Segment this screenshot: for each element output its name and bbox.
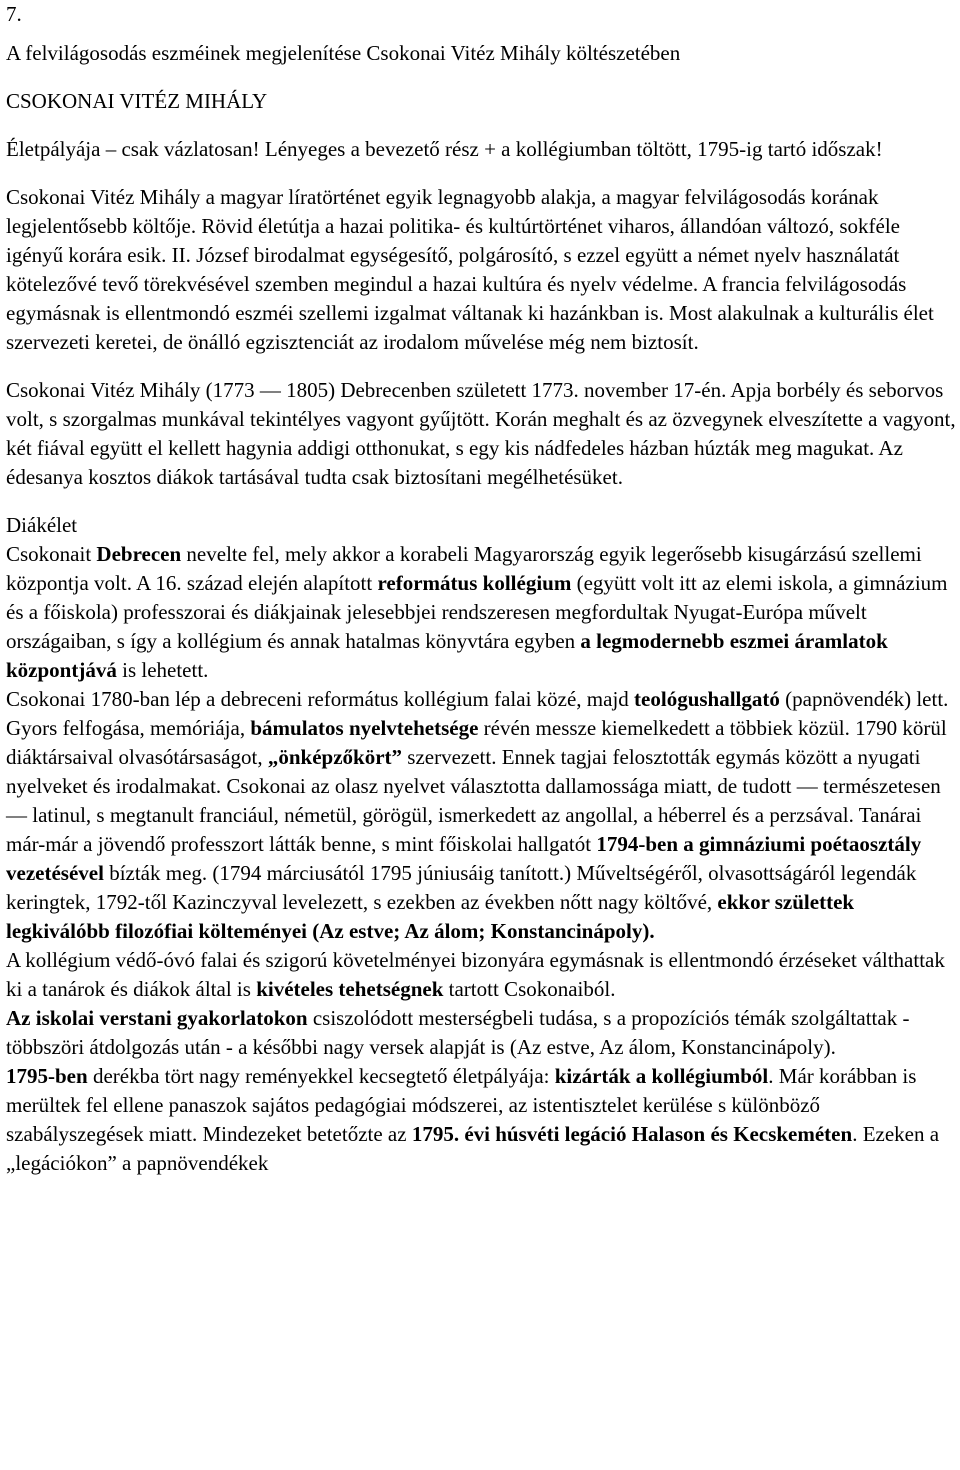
text-span: is lehetett.	[116, 658, 209, 682]
biography-paragraph: Csokonai Vitéz Mihály (1773 — 1805) Debrecenben született 1773. november 17-én. Apja borbély és seborvos volt, s szorgalmas munkával tekintélyes vagyont gyűjtött. Korán meghalt és az özvegynek elveszítette a vagyont, két fiával együtt el kellett hagynia addigi otthonukat, s egy kis nádfedeles házban húzták meg magukat. Az édesanya kosztos diákok tartásával tudta csak biztosítani megélhetésüket.	[6, 378, 956, 489]
document-title: A felvilágosodás eszméinek megjelenítése Csokonai Vitéz Mihály költészetében	[6, 41, 681, 65]
bold-span: a legmodernebb eszmei áramlatok központjává	[6, 629, 888, 682]
paragraph-debrecen	[6, 540, 956, 685]
bold-span: „önképzőkört”	[267, 745, 403, 769]
paragraph-verstan	[6, 1004, 956, 1062]
bold-span: bámulatos nyelvtehetsége	[250, 716, 479, 740]
text-span: nevelte fel, mely akkor a korabeli Magyarország egyik legerősebb kisugárzású szellemi központja volt. A 16. század elején alapított	[6, 542, 922, 595]
text-span: révén messze kiemelkedett a többiek közül. 1790 körül diáktársaival olvasótársaságot,	[6, 716, 947, 769]
bold-span: ekkor születtek legkiválóbb filozófiai költeményei (Az estve; Az álom; Konstancinápoly).	[6, 890, 855, 943]
bold-span: 1795-ben	[6, 1064, 88, 1088]
text-span: csiszolódott mesterségbeli tudása, s a propozíciós témák szolgáltattak - többszöri átdolgozás után - a későbbi nagy versek alapját is (Az estve, Az álom, Konstancinápoly).	[6, 1006, 910, 1059]
study-note: Életpályája – csak vázlatosan! Lényeges a bevezető rész + a kollégiumban töltött, 1795-ig tartó időszak!	[6, 137, 883, 161]
text-span: (papnövendék) lett. Gyors felfogása, memóriája,	[6, 687, 949, 740]
bold-span: Az iskolai verstani gyakorlatokon	[6, 1006, 308, 1030]
bold-span: 1794-ben a gimnáziumi poétaosztály vezetésével	[6, 832, 922, 885]
bold-span: kivételes tehetségnek	[256, 977, 444, 1001]
text-span: szervezett. Ennek tagjai felosztották egymás között a nyugati nyelveket és irodalmakat. Csokonai az olasz nyelvet választotta dallamossága miatt, de tudott — természetesen — latinul, s megtanult franciául, németül, görögül, ismerkedett az angollal, a héberrel és a perzsával. Tanárai már-már a jövendő professzort látták benne, s mint főiskolai hallgatót	[6, 745, 941, 856]
text-span: tartott Csokonaiból.	[443, 977, 616, 1001]
text-span: derékba tört nagy reményekkel kecsegtető életpályája:	[87, 1064, 555, 1088]
bold-span: 1795. évi húsvéti legáció Halason és Kecskeméten	[411, 1122, 853, 1146]
document-page	[6, 0, 956, 1178]
text-span: A kollégium védő-óvó falai és szigorú követelményei bizonyára egymásnak is ellentmondó érzéseket válthattak ki a tanárok és diákok által is	[6, 948, 945, 1001]
author-heading: CSOKONAI VITÉZ MIHÁLY	[6, 89, 268, 113]
text-span: . Már korábban is merültek fel ellene panaszok sajátos pedagógiai módszerei, az istentisztelet kerülése s különböző szabályszegések miatt. Mindezeket betetőzte az	[6, 1064, 917, 1146]
text-span: Csokonait	[6, 542, 97, 566]
text-span: . Ezeken a „legációkon” a papnövendékek	[6, 1122, 940, 1175]
bold-span: kizárták a kollégiumból	[554, 1064, 769, 1088]
text-span: bízták meg. (1794 márciusától 1795 júniusáig tanított.) Műveltségéről, olvasottságáról legendák keringtek, 1792-től Kazinczyval levelezett, s ezekben az években nőtt nagy költővé,	[6, 861, 917, 914]
text-span: Csokonai 1780-ban lép a debreceni református kollégium falai közé, majd	[6, 687, 635, 711]
intro-paragraph: Csokonai Vitéz Mihály a magyar líratörténet egyik legnagyobb alakja, a magyar felvilágosodás korának legjelentősebb költője. Rövid életútja a hazai politika- és kultúrtörténet viharos, állandóan változó, sokféle igényű korára esik. II. József birodalmat egységesítő, polgárosító, s ezzel együtt a német nyelv használatát kötelezővé tevő törekvésével szemben megindul a hazai kultúra és nyelv védelme. A francia felvilágosodás egymásnak is ellentmondó eszméi szellemi izgalmat váltanak ki hazánkban is. Most alakulnak a kulturális élet szervezeti keretei, de önálló egzisztenciát az irodalom művelése még nem biztosít.	[6, 185, 934, 354]
page-number: 7.	[6, 2, 22, 26]
bold-span: református kollégium	[377, 571, 572, 595]
paragraph-tehetseg	[6, 946, 956, 1004]
paragraph-kollegium	[6, 685, 956, 946]
bold-span: teológushallgató	[634, 687, 780, 711]
text-span: (együtt volt itt az elemi iskola, a gimnázium és a főiskola) professzorai és diákjainak jelesebbjei rendszeresen megfordultak Nyugat-Európa művelt országaiban, s így a kollégium és annak hatalmas könyvtára egyben	[6, 571, 948, 653]
paragraph-kizaras	[6, 1062, 956, 1178]
bold-span: Debrecen	[96, 542, 182, 566]
section-heading-diakelet: Diákélet	[6, 513, 78, 537]
